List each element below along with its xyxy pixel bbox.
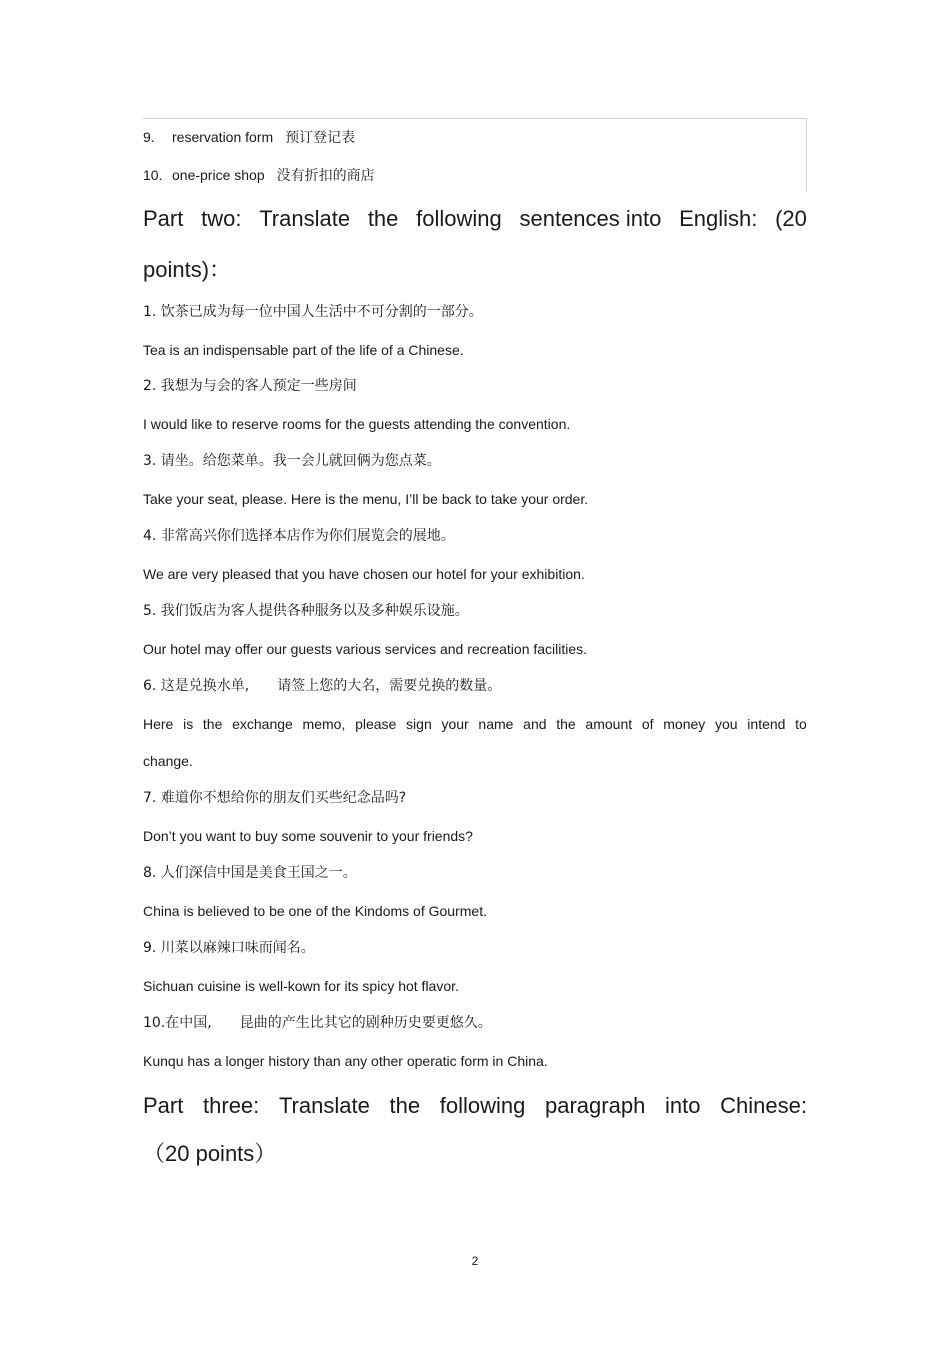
sentence-english: Tea is an indispensable part of the life of a Chinese.	[143, 342, 464, 358]
sentence-chinese: 9. 川菜以麻辣口味而闻名。	[143, 940, 315, 956]
heading-line: （20 points）	[143, 1141, 277, 1166]
word: and	[523, 716, 547, 732]
sentence-chinese: 3. 请坐。给您菜单。我一会儿就回俩为您点菜。	[143, 453, 441, 469]
word: name	[478, 716, 514, 732]
word: is	[183, 716, 194, 732]
word: to	[795, 716, 807, 732]
word: of	[641, 716, 654, 732]
sentence-chinese: 4. 非常高兴你们选择本店作为你们展览会的展地。	[143, 528, 455, 544]
heading-word: the	[367, 206, 399, 231]
vocab-chinese: 预订登记表	[285, 129, 356, 145]
heading-word: into	[664, 1093, 701, 1118]
heading-line	[143, 206, 807, 232]
vocab-number: 9.	[143, 129, 155, 145]
sentence-chinese: 1. 饮茶已成为每一位中国人生活中不可分割的一部分。	[143, 304, 483, 320]
vocab-number: 10.	[143, 167, 163, 183]
vocabulary-table	[143, 118, 807, 192]
sentence-english: We are very pleased that you have chosen our hotel for your exhibition.	[143, 566, 585, 582]
heading-word: three:	[203, 1093, 260, 1118]
sentence-chinese: 7. 难道你不想给你的朋友们买些纪念品吗?	[143, 790, 407, 806]
sentence-chinese: 5. 我们饭店为客人提供各种服务以及多种娱乐设施。	[143, 603, 469, 619]
sentence-chinese: 2. 我想为与会的客人预定一些房间	[143, 378, 357, 394]
heading-word: following	[416, 206, 502, 231]
heading-word: paragraph	[545, 1093, 646, 1118]
word: memo,	[302, 716, 346, 732]
sentence-english: Our hotel may offer our guests various services and recreation facilities.	[143, 641, 588, 657]
part-two-heading	[143, 206, 807, 283]
sentence-english-continued: change.	[143, 753, 193, 769]
sentence-chinese: 8. 人们深信中国是美食王国之一。	[143, 865, 357, 881]
vocab-row	[143, 128, 355, 146]
word: intend	[747, 716, 786, 732]
heading-line: points)：	[143, 257, 232, 282]
word: money	[663, 716, 706, 732]
vocab-english: one-price shop	[172, 167, 265, 183]
word: amount	[585, 716, 633, 732]
vocab-row	[143, 166, 375, 184]
word: please	[355, 716, 397, 732]
heading-word: Part	[143, 206, 184, 231]
heading-word: Part	[143, 1093, 184, 1118]
heading-word: following	[439, 1093, 526, 1118]
heading-word: Translate	[259, 206, 351, 231]
vocab-chinese: 没有折扣的商店	[276, 167, 375, 183]
sentence-english: Take your seat, please. Here is the menu, I’ll be back to take your order.	[143, 491, 589, 507]
heading-word: the	[389, 1093, 421, 1118]
sentence-english	[143, 715, 807, 733]
vocab-english: reservation form	[172, 129, 274, 145]
heading-line	[143, 1093, 807, 1119]
heading-word: English:	[679, 206, 758, 231]
heading-word: Chinese:	[720, 1093, 807, 1118]
word: exchange	[232, 716, 293, 732]
sentence-english: Sichuan cuisine is well-kown for its spicy hot flavor.	[143, 978, 459, 994]
word: Here	[143, 716, 174, 732]
word: sign	[406, 716, 432, 732]
heading-word: Translate	[278, 1093, 370, 1118]
sentence-chinese: 6. 这是兑换水单, 请签上您的大名，需要兑换的数量。	[143, 678, 502, 694]
word: the	[556, 716, 576, 732]
sentence-english: Don’t you want to buy some souvenir to your friends?	[143, 828, 473, 844]
word: the	[202, 716, 223, 732]
sentence-english: China is believed to be one of the Kindoms of Gourmet.	[143, 903, 487, 919]
page-number: 2	[471, 1254, 479, 1268]
word: your	[441, 716, 469, 732]
heading-word: sentences into	[519, 206, 662, 231]
sentence-english: Kunqu has a longer history than any other operatic form in China.	[143, 1053, 548, 1069]
word: you	[715, 716, 738, 732]
sentence-english: I would like to reserve rooms for the guests attending the convention.	[143, 416, 571, 432]
heading-word: two:	[201, 206, 242, 231]
sentence-chinese: 10.在中国, 昆曲的产生比其它的剧种历史要更悠久。	[143, 1015, 492, 1031]
heading-word: (20	[775, 206, 807, 231]
part-three-heading	[143, 1093, 807, 1167]
